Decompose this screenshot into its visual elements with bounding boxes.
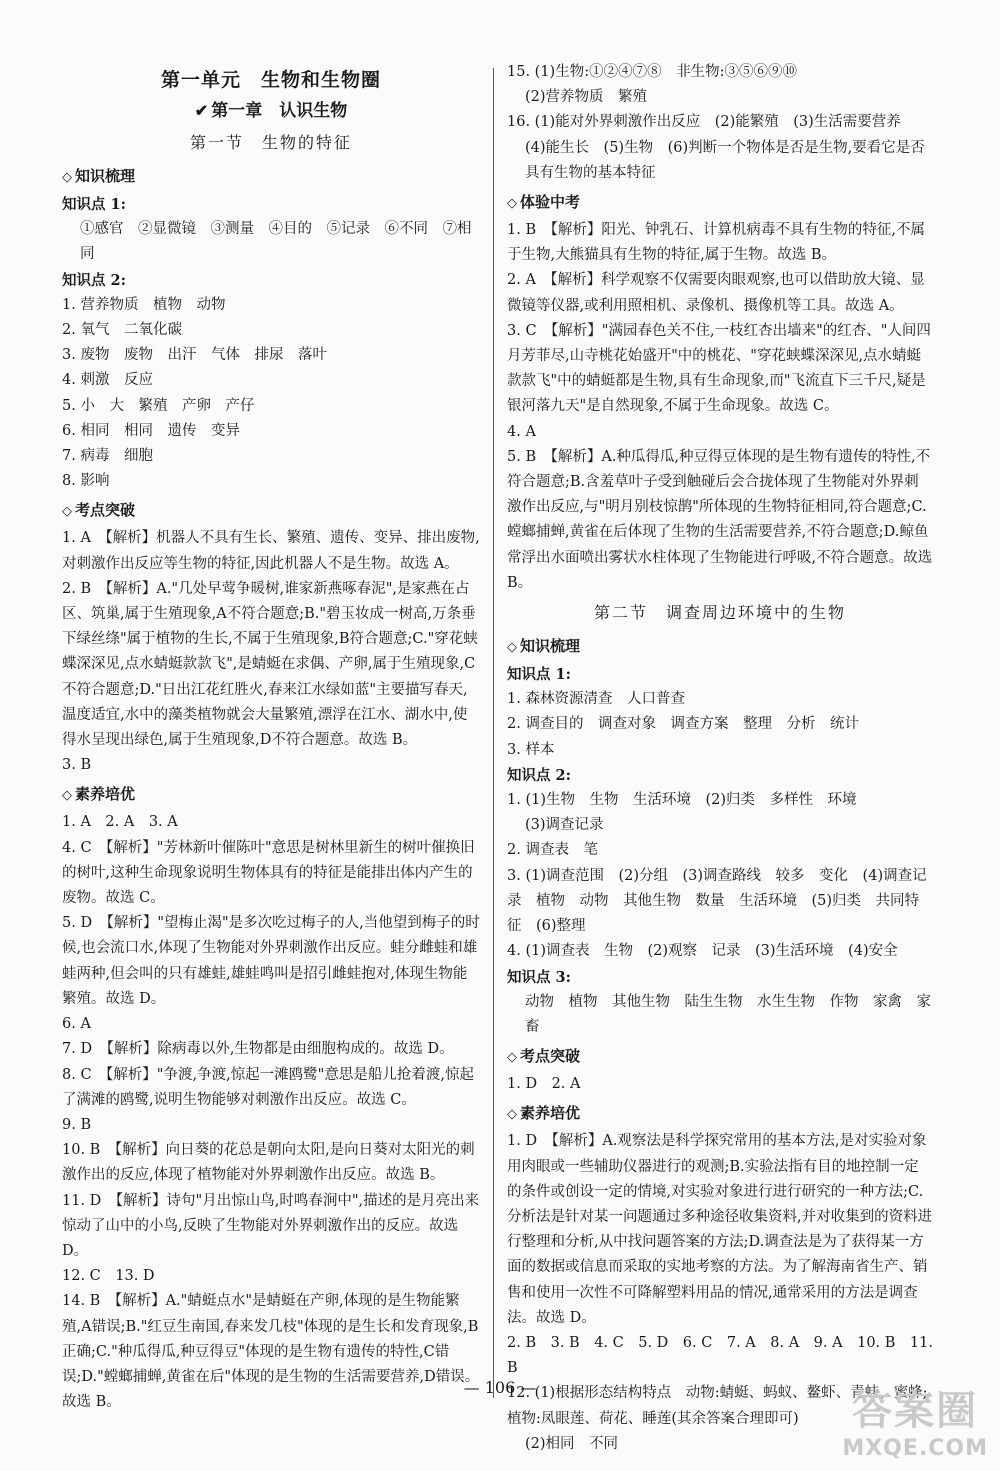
section-heading: ◇ 知识梳理 bbox=[62, 167, 136, 185]
answer-item: 11. D 【解析】诗句"月出惊山鸟,时鸣春涧中",描述的是月亮出来惊动了山中的小鸟,反映了生物能对外界刺激作出的反应。故选 D。 bbox=[62, 1192, 480, 1259]
answer-item: 16. (1)能对外界刺激作出反应 (2)能繁殖 (3)生活需要营养 bbox=[507, 114, 901, 131]
answer-line: (3)调查记录 bbox=[525, 817, 604, 834]
diamond-icon: ◇ bbox=[62, 504, 72, 520]
answer-line: 1. 营养物质 植物 动物 bbox=[62, 296, 226, 313]
answer-line: 2. 调查目的 调查对象 调查方案 整理 分析 统计 bbox=[507, 716, 859, 733]
diamond-icon: ◇ bbox=[507, 196, 517, 212]
section-heading: ◇ 素养培优 bbox=[62, 785, 136, 804]
answer-item: (2)营养物质 繁殖 bbox=[525, 89, 648, 106]
check-leaf-icon: ✔ bbox=[194, 101, 209, 120]
unit-title: 第一单元 生物和生物圈 bbox=[160, 69, 381, 91]
section-title: 第一节 生物的特征 bbox=[189, 133, 352, 152]
answer-line: 动物 植物 其他生物 陆生生物 水生生物 作物 家禽 家畜 bbox=[525, 993, 931, 1035]
answer-item: 9. B bbox=[62, 1116, 92, 1133]
diamond-icon: ◇ bbox=[507, 1050, 517, 1066]
answer-item: 7. D 【解析】除病毒以外,生物都是由细胞构成的。故选 D。 bbox=[62, 1041, 454, 1058]
watermark-logo: 答案圈 MXQE.COM bbox=[842, 1388, 988, 1461]
answer-line: 4. 刺激 反应 bbox=[62, 372, 153, 389]
answer-item: 2. A 【解析】科学观察不仅需要肉眼观察,也可以借助放大镜、显微镜等仪器,或利用照相机、录像机、摄像机等工具。故选 A。 bbox=[507, 272, 925, 314]
answer-line: 1. D 2. A bbox=[507, 1076, 581, 1093]
answer-item: 12. C 13. D bbox=[62, 1268, 155, 1285]
answer-line: 2. 氧气 二氧化碳 bbox=[62, 322, 182, 339]
answer-item: 5. B 【解析】A.种瓜得瓜,种豆得豆体现的是生物有遗传的特性,不符合题意;B.含羞草叶子受到触碰后会合拢体现了生物能对外界刺激作出反应,与"明月别枝惊鹊"所体现的生物特征相同,符合题意;C.螳螂捕蝉,黄雀在后体现了生物的生活需要营养,不符合题意;D.鲸鱼常浮出水面喷出雾状水柱体现了生物能进行呼吸,不符合题意。故选 B。 bbox=[507, 448, 933, 591]
answer-item: 4. A bbox=[507, 423, 536, 440]
answer-item: 8. C 【解析】"争渡,争渡,惊起一滩鸥鹭"意思是船儿抢着渡,惊起了满滩的鸥鹭,说明生物能够对刺激作出反应。故选 C。 bbox=[62, 1066, 474, 1108]
answer-line: 7. 病毒 细胞 bbox=[62, 448, 153, 465]
answer-line: 1. 森林资源清查 人口普查 bbox=[507, 691, 685, 708]
section-heading: ◇ 考点突破 bbox=[507, 1047, 581, 1066]
answer-item: 2. B 3. B 4. C 5. D 6. C 7. A 8. A 9. A 10. B 11. B bbox=[507, 1334, 933, 1377]
answer-line: 3. 样本 bbox=[507, 741, 555, 758]
answer-item: 2. B 【解析】A."几处早莺争暖树,谁家新燕啄春泥",是家燕在占区、筑巢,属于生殖现象,A不符合题意;B."碧玉妆成一树高,万条垂下绿丝绦"属于植物的生长,不属于生殖现象,B符合题意;C."穿花蛱蝶深深见,点水蜻蜓款款飞",是蜻蜓在求偶、产卵,属于生殖现象,C不符合题意;D."日出江花红胜火,春来江水绿如蓝"主要描写春天,温度适宜,水中的藻类植物就会大量繁殖,漂浮在江水、湖水中,使得水呈现出绿色,属于生殖现象,D不符合题意。故选 B。 bbox=[62, 580, 478, 749]
knowledge-point-label: 知识点 1: bbox=[507, 666, 571, 684]
answer-line: 6. 相同 相同 遗传 变异 bbox=[62, 422, 240, 439]
answer-item: 3. B bbox=[62, 757, 92, 774]
answer-item: 1. A 【解析】机器人不具有生长、繁殖、遗传、变异、排出废物,对刺激作出反应等生物的特征,因此机器人不是生物。故选 A。 bbox=[62, 530, 480, 572]
answer-item: (2)相同 不同 bbox=[525, 1435, 619, 1452]
answer-line: 4. (1)调查表 生物 (2)观察 记录 (3)生活环境 (4)安全 bbox=[507, 943, 898, 960]
section-heading: ◇ 素养培优 bbox=[507, 1104, 581, 1123]
section-heading: ◇ 考点突破 bbox=[62, 501, 136, 520]
answer-item: 1. B 【解析】阳光、钟乳石、计算机病毒不具有生物的特征,不属于生物,大熊猫具有生物的特征,属于生物。故选 B。 bbox=[507, 222, 925, 264]
knowledge-point-label: 知识点 3: bbox=[507, 968, 571, 986]
answer-item: 3. C 【解析】"满园春色关不住,一枝红杏出墙来"的红杏、"人间四月芳菲尽,山寺桃花始盛开"中的桃花、"穿花蛱蝶深深见,点水蜻蜓款款飞"中的蜻蜓都是生物,具有生命现象,而"飞流直下三千尺,疑是银河落九天"是自然现象,不属于生命现象。故选 C。 bbox=[507, 322, 931, 415]
answer-item: 4. C 【解析】"芳林新叶催陈叶"意思是树林里新生的树叶催换旧的树叶,这种生命现象说明生物体具有的特征是能排出体内产生的废物。故选 C。 bbox=[62, 839, 475, 907]
answer-item: 1. D 【解析】A.观察法是科学探究常用的基本方法,是对实验对象用肉眼或一些辅助仪器进行的观测;B.实验法指有目的地控制一定的条件或创设一定的情境,对实验对象进行进行研究的一种方法;C.分析法是针对某一问题通过多种途径收集资料,并对收集到的资料进行整理和分析,从中找问题答案的方法;D.调查法是为了获得某一方面的数据或信息而采取的实地考察的方法。为了解海南省生产、销售和使用一次性不可降解塑料用品的情况,通常采用的方法是调查法。故选 D。 bbox=[507, 1133, 933, 1326]
section-title: 第二节 调查周边环境中的生物 bbox=[593, 603, 846, 623]
answer-item: 10. B 【解析】向日葵的花总是朝向太阳,是向日葵对太阳光的刺激作出的反应,体现了植物能对外界刺激作出反应。故选 B。 bbox=[62, 1142, 475, 1184]
section-heading: ◇ 体验中考 bbox=[507, 193, 581, 212]
knowledge-point-label: 知识点 2: bbox=[507, 766, 571, 784]
diamond-icon: ◇ bbox=[62, 170, 72, 185]
section-heading: ◇ 知识梳理 bbox=[507, 637, 581, 656]
answer-line: 8. 影响 bbox=[62, 473, 110, 490]
page-number: — 106 — bbox=[463, 1378, 537, 1397]
answer-item: (4)能生长 (5)生物 (6)判断一个物体是否是生物,要看它是否具有生物的基本特征 bbox=[525, 139, 925, 181]
answer-line: 3. (1)调查范围 (2)分组 (3)调查路线 较多 变化 (4)调查记录 植物 动物 其他生物 数量 生活环境 (5)归类 共同特征 (6)整理 bbox=[507, 867, 927, 935]
answer-line: 3. 废物 废物 出汗 气体 排尿 落叶 bbox=[62, 347, 327, 364]
diamond-icon: ◇ bbox=[507, 1107, 517, 1123]
knowledge-point-label: 知识点 2: bbox=[62, 271, 126, 289]
answer-item: 1. A 2. A 3. A bbox=[62, 814, 178, 831]
answer-line: 2. 调查表 笔 bbox=[507, 842, 598, 859]
diamond-icon: ◇ bbox=[62, 788, 72, 804]
answer-line: ①感官 ②显微镜 ③测量 ④目的 ⑤记录 ⑥不同 ⑦相同 bbox=[80, 221, 472, 263]
left-column bbox=[62, 60, 480, 1415]
answer-line: 5. 小 大 繁殖 产卵 产仔 bbox=[62, 397, 255, 414]
answer-item: 14. B 【解析】A."蜻蜓点水"是蜻蜓在产卵,体现的是生物能繁殖,A错误;B."红豆生南国,春来发几枝"体现的是生长和发育现象,B正确;C."种瓜得瓜,种豆得豆"体现的是生物有遗传的特性,C错误;D."螳螂捕蝉,黄雀在后"体现的是生物的生活需要营养,D错误。故选 B。 bbox=[62, 1293, 480, 1411]
answer-item: 6. A bbox=[62, 1016, 91, 1033]
knowledge-point-label: 知识点 1: bbox=[62, 196, 126, 213]
answer-item: 5. D 【解析】"望梅止渴"是多次吃过梅子的人,当他望到梅子的时候,也会流口水,体现了生物能对外界刺激作出反应。蛙分雌蛙和雄蛙两种,但会叫的只有雄蛙,雄蛙鸣叫是招引雌蛙抱对,体现生物能繁殖。故选 D。 bbox=[62, 915, 480, 1007]
diamond-icon: ◇ bbox=[507, 640, 517, 656]
answer-item: 12. (1)根据形态结构特点 动物:蜻蜓、蚂蚁、鳌虾、青蛙、蜜蜂;植物:凤眼莲、荷花、睡莲(其余答案合理即可) bbox=[507, 1385, 928, 1427]
answer-item: 15. (1)生物:①②④⑦⑧ 非生物:③⑤⑥⑨⑩ bbox=[507, 64, 797, 80]
right-column bbox=[507, 60, 933, 1457]
answer-line: 1. (1)生物 生物 生活环境 (2)归类 多样性 环境 bbox=[507, 792, 857, 809]
column-divider bbox=[493, 68, 494, 1398]
chapter-title: ✔ 第一章 认识生物 bbox=[194, 101, 348, 121]
